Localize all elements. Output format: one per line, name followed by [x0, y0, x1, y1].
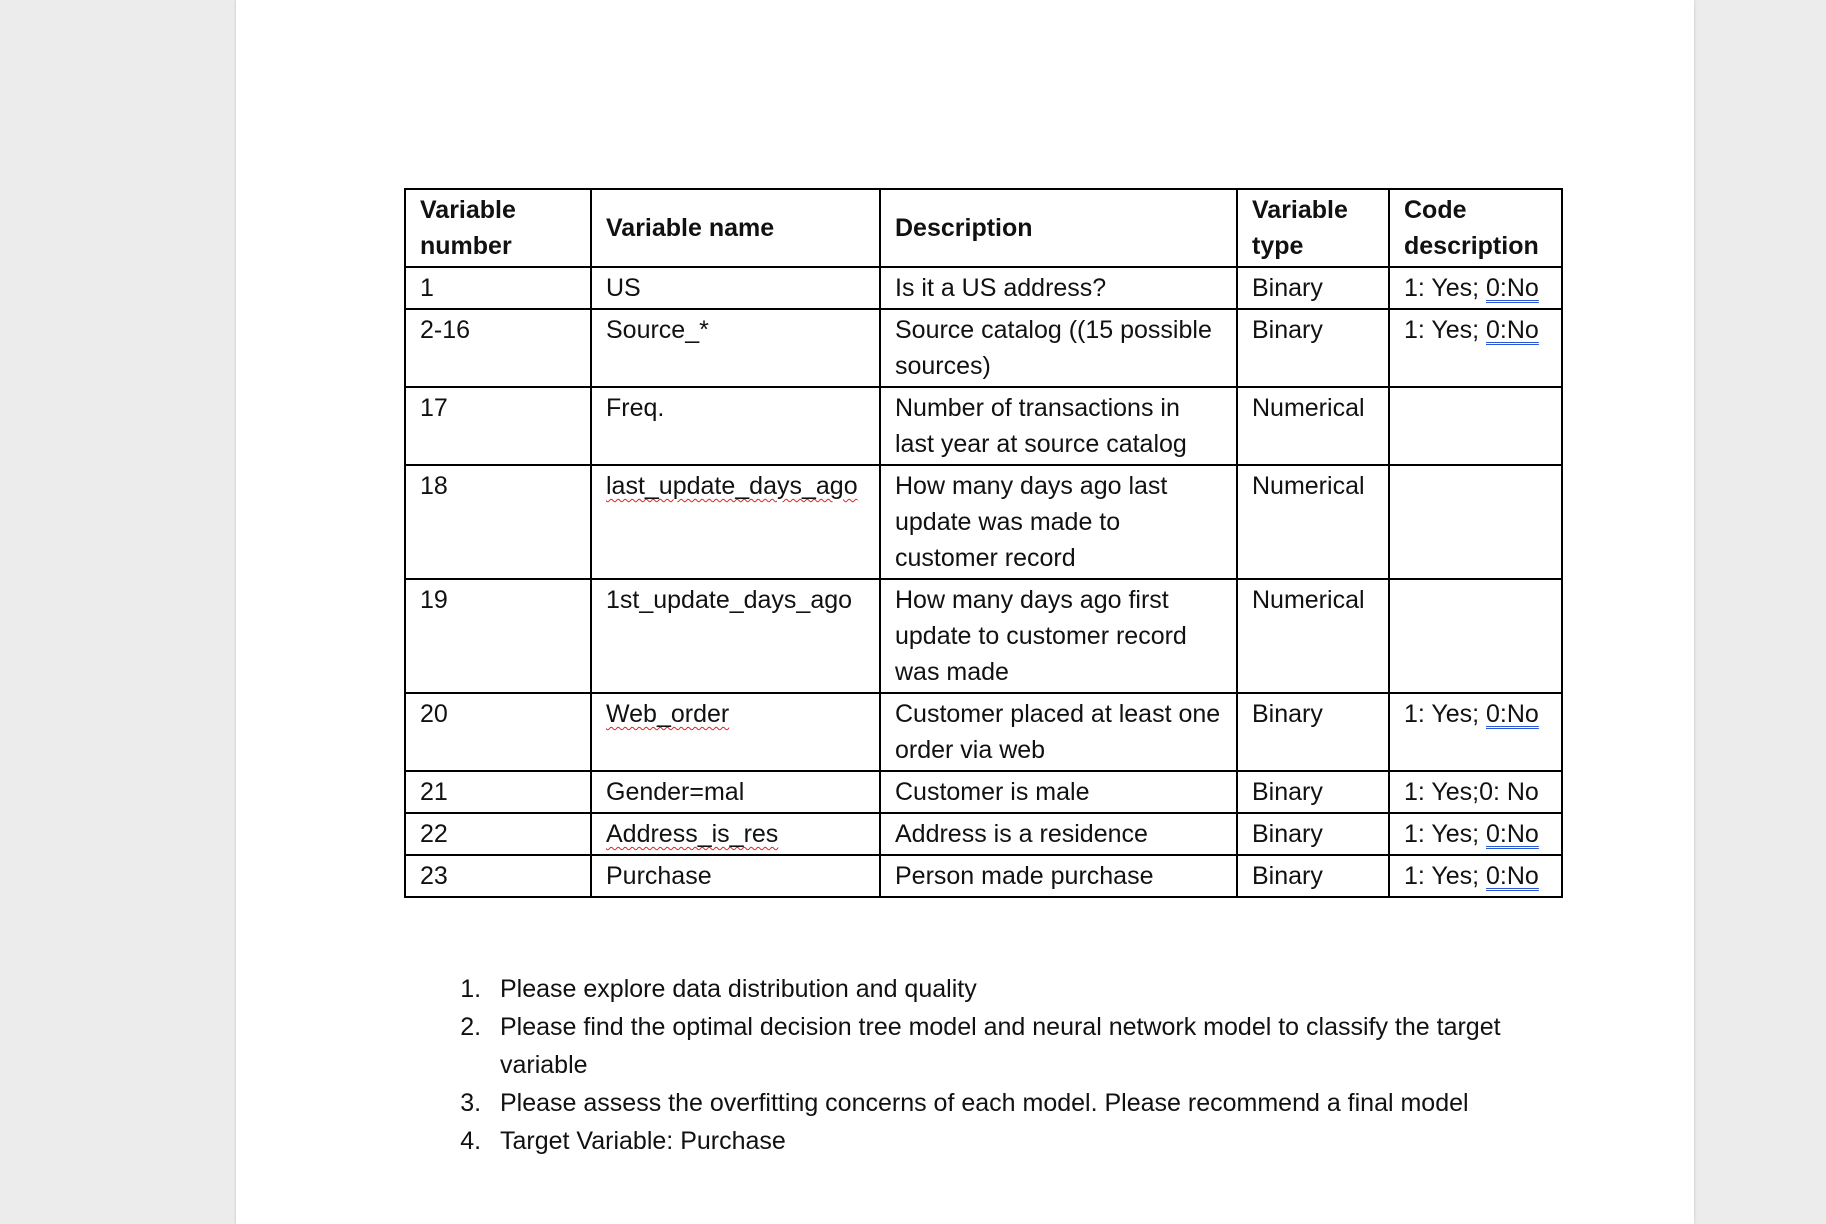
code-no-value: 0:No [1486, 316, 1539, 344]
cell-description: How many days ago first update to customer record was made [880, 579, 1237, 693]
cell-description: Customer placed at least one order via web [880, 693, 1237, 771]
code-prefix: 1: Yes; [1404, 820, 1487, 848]
table-row [405, 387, 1562, 465]
cell-type: Binary [1237, 855, 1389, 897]
task-item: 4. Target Variable: Purchase [488, 1122, 1548, 1160]
task-item: 2. Please find the optimal decision tree model and neural network model to classify the target variable [488, 1008, 1548, 1084]
cell-name: Purchase [591, 855, 880, 897]
cell-description: Number of transactions in last year at source catalog [880, 387, 1237, 465]
cell-description: Source catalog ((15 possible sources) [880, 309, 1237, 387]
table-row [405, 771, 1562, 813]
header-variable-type: Variable type [1237, 189, 1389, 267]
code-prefix: 1: Yes; [1404, 274, 1487, 302]
document-page [236, 0, 1694, 1224]
cell-type: Numerical [1237, 465, 1389, 579]
cell-number: 18 [405, 465, 591, 579]
cell-number: 17 [405, 387, 591, 465]
cell-code [1389, 813, 1562, 855]
task-item: 3. Please assess the overfitting concerns of each model. Please recommend a final model [488, 1084, 1548, 1122]
cell-name: Source_* [591, 309, 880, 387]
table-row [405, 309, 1562, 387]
variable-name-text: last_update_days_ago [606, 472, 858, 500]
task-list [448, 970, 1548, 1160]
cell-number: 1 [405, 267, 591, 309]
cell-description: Address is a residence [880, 813, 1237, 855]
cell-name [591, 693, 880, 771]
table-row [405, 579, 1562, 693]
code-no-value: 0:No [1486, 700, 1539, 728]
cell-code [1389, 387, 1562, 465]
cell-code [1389, 693, 1562, 771]
header-variable-number: Variable number [405, 189, 591, 267]
cell-number: 23 [405, 855, 591, 897]
header-code-description: Code description [1389, 189, 1562, 267]
code-prefix: 1: Yes; [1404, 862, 1487, 890]
cell-code [1389, 771, 1562, 813]
code-no-value: 0:No [1486, 274, 1539, 302]
cell-type: Binary [1237, 267, 1389, 309]
cell-number: 20 [405, 693, 591, 771]
cell-name [591, 813, 880, 855]
table-row [405, 813, 1562, 855]
cell-type: Numerical [1237, 579, 1389, 693]
variable-name-text: Address_is_res [606, 820, 779, 848]
table-row [405, 693, 1562, 771]
code-no-value: 0:No [1486, 862, 1539, 890]
cell-code [1389, 855, 1562, 897]
cell-name: 1st_update_days_ago [591, 579, 880, 693]
cell-code [1389, 309, 1562, 387]
task-item: 1. Please explore data distribution and quality [488, 970, 1548, 1008]
cell-name: Gender=mal [591, 771, 880, 813]
cell-name [591, 465, 880, 579]
cell-description: Is it a US address? [880, 267, 1237, 309]
cell-description: Customer is male [880, 771, 1237, 813]
cell-number: 22 [405, 813, 591, 855]
cell-code [1389, 579, 1562, 693]
code-prefix: 1: Yes; [1404, 316, 1487, 344]
cell-type: Binary [1237, 693, 1389, 771]
cell-name: US [591, 267, 880, 309]
table-row [405, 267, 1562, 309]
cell-description: How many days ago last update was made to customer record [880, 465, 1237, 579]
table-row [405, 465, 1562, 579]
cell-number: 21 [405, 771, 591, 813]
variable-name-text: Web_order [606, 700, 730, 728]
cell-type: Binary [1237, 771, 1389, 813]
cell-code [1389, 465, 1562, 579]
cell-code [1389, 267, 1562, 309]
cell-number: 2-16 [405, 309, 591, 387]
table-row [405, 855, 1562, 897]
cell-type: Binary [1237, 309, 1389, 387]
header-variable-name: Variable name [591, 189, 880, 267]
table-header-row [405, 189, 1562, 267]
cell-number: 19 [405, 579, 591, 693]
header-description: Description [880, 189, 1237, 267]
variables-table [404, 188, 1563, 898]
code-prefix: 1: Yes; [1404, 700, 1487, 728]
cell-name: Freq. [591, 387, 880, 465]
code-prefix: 1: Yes;0: No [1404, 778, 1539, 806]
cell-description: Person made purchase [880, 855, 1237, 897]
cell-type: Numerical [1237, 387, 1389, 465]
cell-type: Binary [1237, 813, 1389, 855]
code-no-value: 0:No [1486, 820, 1539, 848]
